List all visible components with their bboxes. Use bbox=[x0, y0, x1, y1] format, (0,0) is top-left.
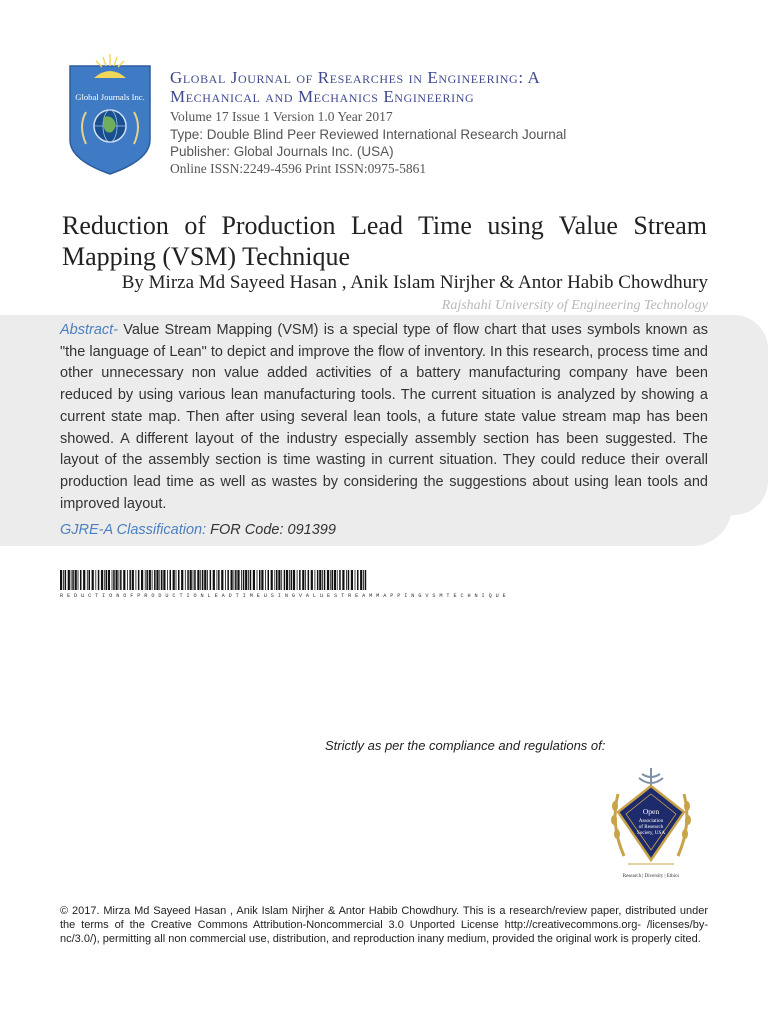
abstract-background-cap bbox=[700, 315, 768, 515]
oar-society-logo bbox=[606, 764, 696, 884]
paper-affiliation: Rajshahi University of Engineering Technology bbox=[441, 298, 708, 313]
compliance-note: Strictly as per the compliance and regulations of: bbox=[325, 738, 606, 753]
oar-logo-line2: Association bbox=[638, 818, 664, 824]
abstract-label: Abstract- bbox=[60, 322, 119, 338]
paper-title-line2: Mapping (VSM) Technique bbox=[62, 242, 350, 271]
global-journals-logo bbox=[60, 52, 160, 176]
classification-label: GJRE-A Classification: bbox=[60, 522, 207, 538]
barcode-text: R E D U C T I O N O F P R O D U C T I O N L E A D T I M E U S I N G V A L U E S T R E A M M A P P I N G V S M T E C H N I Q U E bbox=[60, 593, 507, 599]
paper-title-line1: Reduction of Production Lead Time using Value Stream bbox=[62, 211, 707, 240]
copyright-notice: © 2017. Mirza Md Sayeed Hasan , Anik Islam Nirjher & Antor Habib Chowdhury. This is a research/review paper, distributed under the terms of the Creative Commons Attribution-Noncommercial 3.0 Unported License http://creativecommons.org- /licenses/by-nc/3.0/), permitting all non commercial use, distribution, and reproduction inany medium, provided the original work is properly cited. bbox=[60, 905, 708, 945]
classification-code: FOR Code: 091399 bbox=[206, 522, 336, 538]
paper-authors: By Mirza Md Sayeed Hasan , Anik Islam Nirjher & Antor Habib Chowdhury bbox=[121, 272, 708, 293]
journal-volume: Volume 17 Issue 1 Version 1.0 Year 2017 bbox=[170, 109, 393, 124]
journal-issn: Online ISSN:2249-4596 Print ISSN:0975-5861 bbox=[170, 161, 427, 176]
journal-title-line1: Global Journal of Researches in Engineering: A bbox=[170, 68, 541, 87]
abstract bbox=[60, 320, 708, 515]
oar-logo-line1: Open bbox=[642, 807, 660, 816]
oar-logo-line3: of Research bbox=[638, 824, 664, 830]
oar-logo-line4: Society, USA bbox=[636, 830, 666, 836]
abstract-text: Value Stream Mapping (VSM) is a special type of flow chart that uses symbols known as "the language of Lean" to depict and improve the flow of inventory. In this research, process time and other unnecessary non value added activities of a battery manufacturing company have been reduced by using various lean manufacturing tools. The current situation is analyzed by showing a current state map. Then after using several lean tools, a future state value stream map has been showed. A different layout of the industry especially assembly section has been suggested. The layout of the assembly section is time wasting in current situation. They could reduce their overall production lead time as well as wastes by considering the suggestions about using lean tools and improved layout. bbox=[60, 322, 708, 512]
journal-title bbox=[170, 68, 750, 106]
classification bbox=[60, 521, 336, 539]
journal-publisher: Publisher: Global Journals Inc. (USA) bbox=[170, 144, 394, 159]
journal-title-line2: Mechanical and Mechanics Engineering bbox=[170, 87, 475, 106]
oar-logo-tagline: Research | Diversity | Ethics bbox=[622, 874, 680, 879]
logo-text: Global Journals Inc. bbox=[75, 92, 145, 102]
journal-type: Type: Double Blind Peer Reviewed International Research Journal bbox=[170, 127, 567, 142]
